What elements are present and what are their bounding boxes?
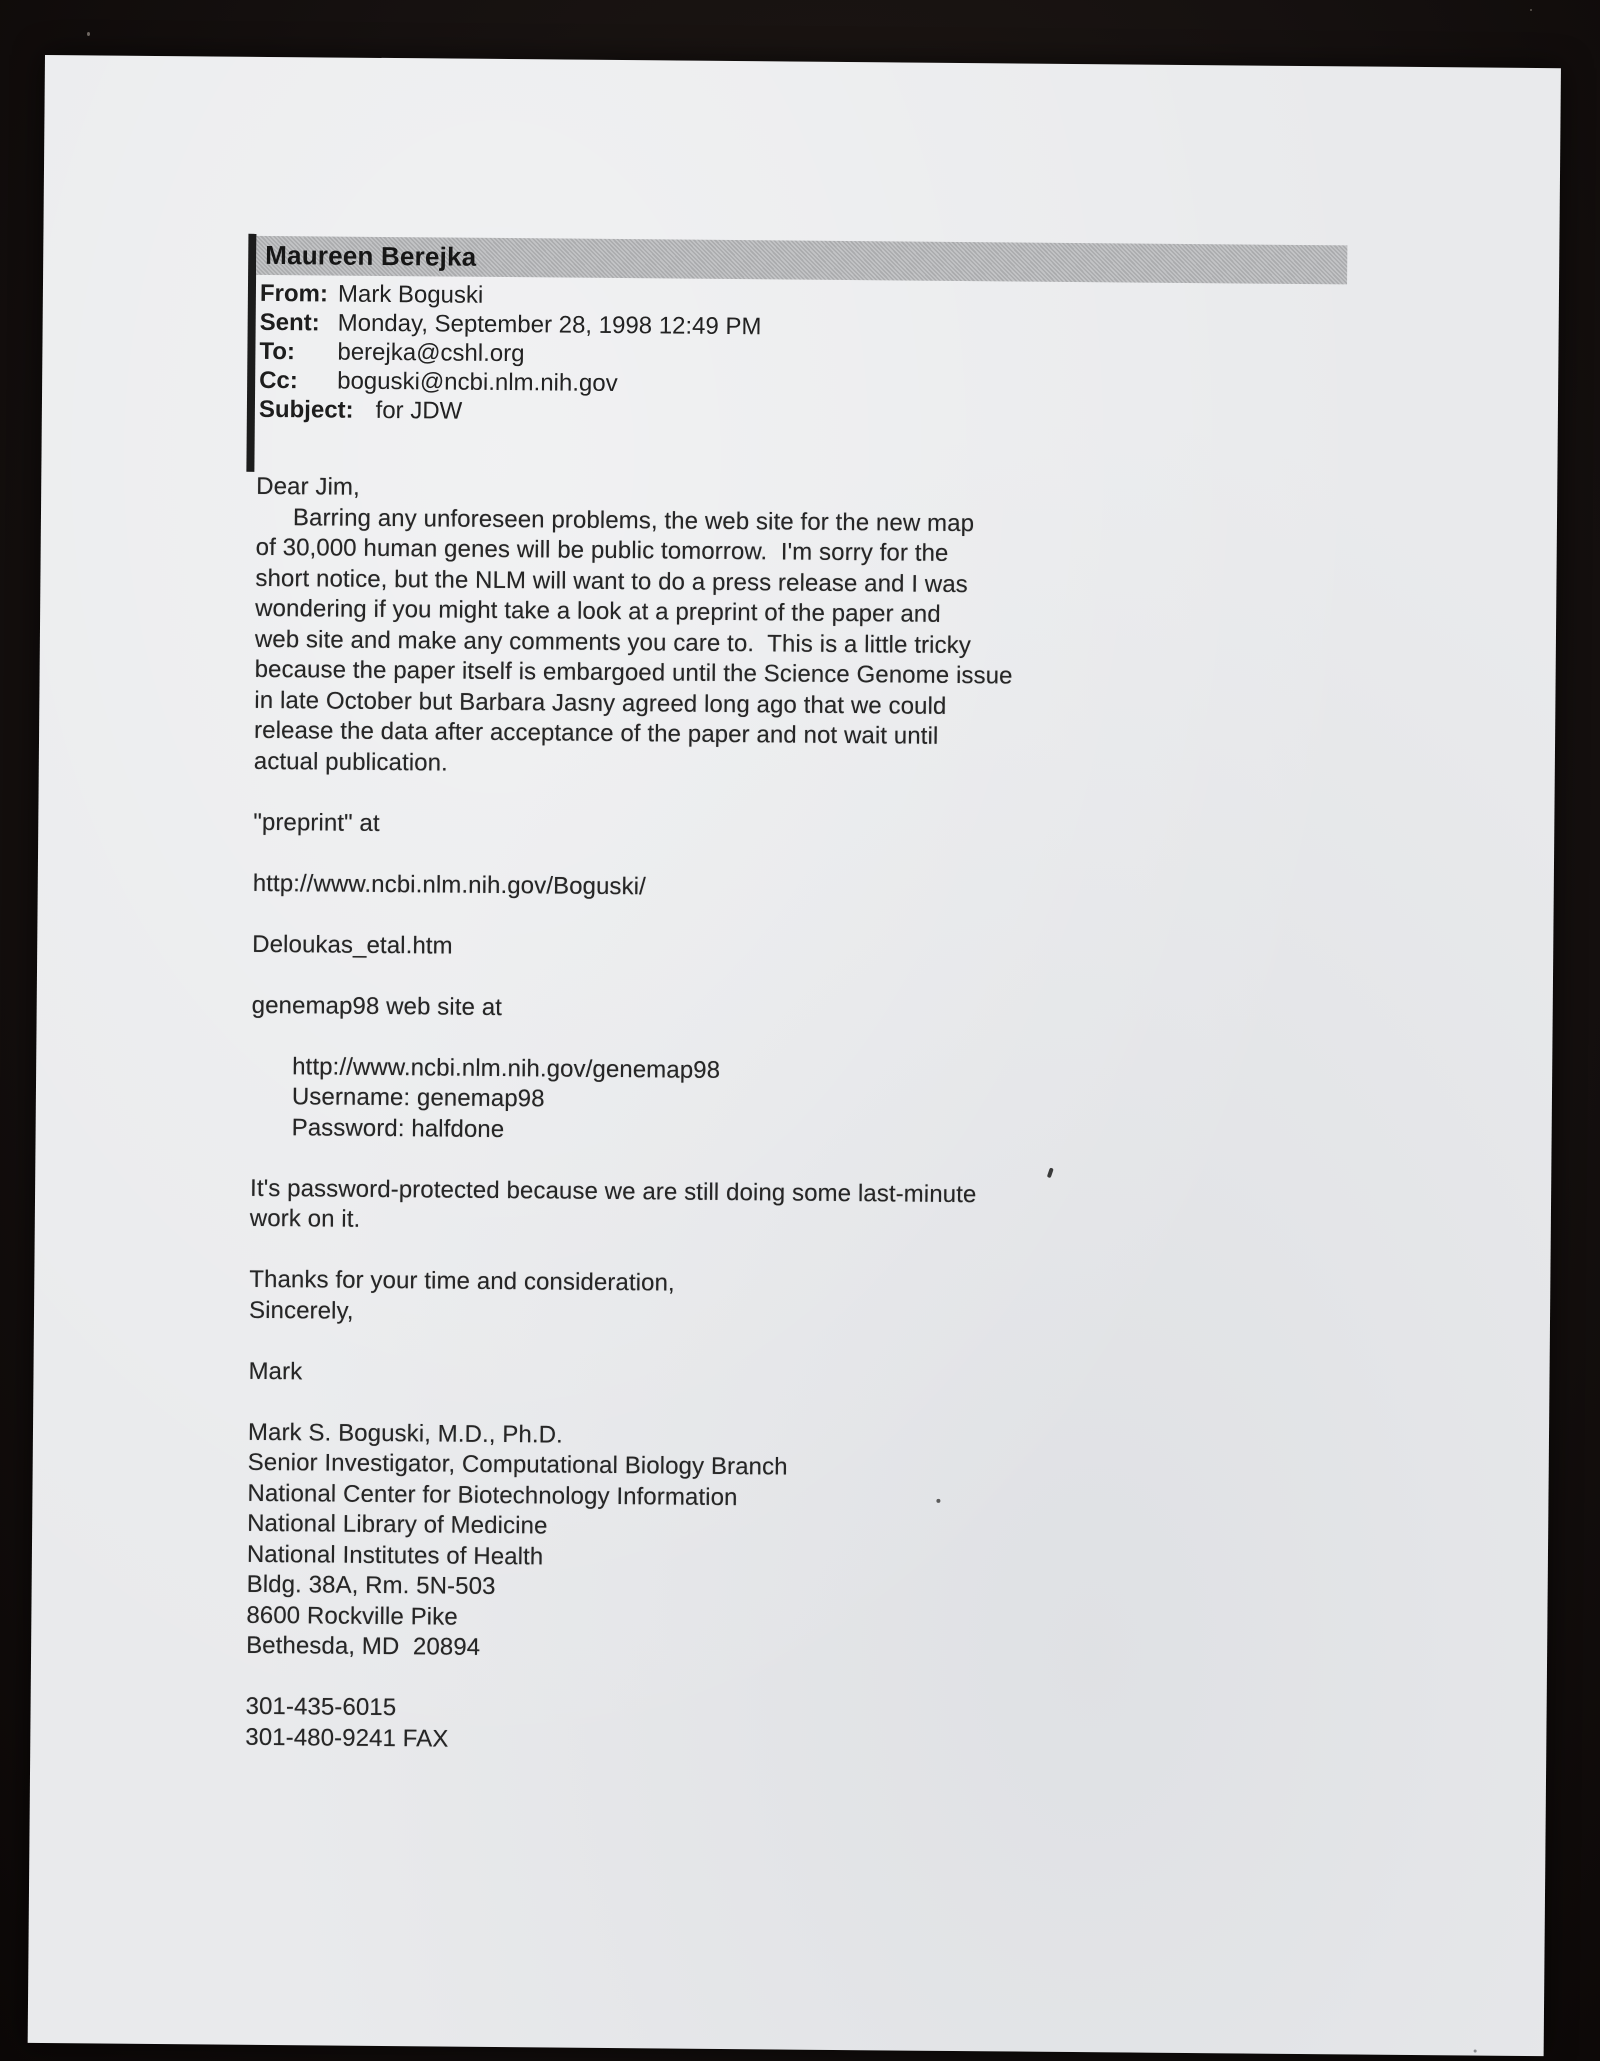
recipient-name: Maureen Berejka: [265, 239, 477, 272]
body-line: "preprint" at: [253, 808, 380, 837]
body-line: Thanks for your time and consideration,: [249, 1265, 675, 1297]
body-line: genemap98 web site at: [251, 991, 503, 1021]
signature-phone: 301-435-6015: [245, 1692, 397, 1722]
field-label: From:: [259, 279, 329, 308]
field-label: Cc:: [259, 366, 298, 395]
body-line: Barring any unforeseen problems, the web site for the new map: [292, 503, 975, 537]
signature-org: National Center for Biotechnology Information: [247, 1479, 738, 1511]
signature-title: Senior Investigator, Computational Biology Branch: [247, 1448, 788, 1481]
body-line: short notice, but the NLM will want to do a press release and I was: [255, 564, 968, 598]
body-line: in late October but Barbara Jasny agreed long ago that we could: [254, 686, 947, 720]
body-line: Sincerely,: [248, 1296, 354, 1325]
scan-artifact: [87, 32, 90, 36]
field-label: To:: [259, 337, 296, 366]
signature-org: National Institutes of Health: [246, 1540, 544, 1570]
signature-address: Bldg. 38A, Rm. 5N-503: [246, 1570, 496, 1600]
signature-org: National Library of Medicine: [247, 1509, 548, 1540]
body-line-password: Password: halfdone: [291, 1113, 505, 1143]
field-value: Monday, September 28, 1998 12:49 PM: [337, 309, 762, 341]
body-line-signoff: Mark: [248, 1357, 303, 1385]
body-line: web site and make any comments you care to. This is a little tricky: [254, 625, 971, 659]
email-header-fields: [259, 279, 1160, 432]
body-line: wondering if you might take a look at a preprint of the paper and: [255, 594, 941, 628]
body-line: work on it.: [249, 1204, 361, 1233]
header-highlight-bar: [256, 236, 1347, 285]
scan-artifact: [936, 1499, 940, 1503]
field-label: Sent:: [259, 308, 320, 337]
field-value: for JDW: [375, 396, 463, 425]
body-line: Dear Jim,: [256, 472, 360, 501]
body-line: because the paper itself is embargoed until the Science Genome issue: [254, 655, 1013, 690]
body-line: actual publication.: [253, 747, 448, 777]
body-line: Deloukas_etal.htm: [252, 930, 453, 960]
body-line: It's password-protected because we are still doing some last-minute: [250, 1174, 977, 1208]
field-label: Subject:: [258, 395, 354, 424]
signature-name: Mark S. Boguski, M.D., Ph.D.: [247, 1418, 563, 1449]
scanned-page: [28, 55, 1561, 2056]
scan-artifact: [1530, 9, 1532, 11]
body-line: release the data after acceptance of the paper and not wait until: [253, 716, 939, 750]
body-line-preprint-url: http://www.ncbi.nlm.nih.gov/Boguski/: [252, 869, 647, 900]
body-line-username: Username: genemap98: [291, 1083, 545, 1113]
field-value: boguski@ncbi.nlm.nih.gov: [337, 367, 618, 398]
signature-address: Bethesda, MD 20894: [246, 1631, 481, 1661]
header-left-rule: [246, 234, 256, 472]
body-line: of 30,000 human genes will be public tomorrow. I'm sorry for the: [255, 533, 949, 567]
signature-fax: 301-480-9241 FAX: [245, 1723, 449, 1753]
signature-address: 8600 Rockville Pike: [246, 1601, 458, 1631]
body-line-genemap-url: http://www.ncbi.nlm.nih.gov/genemap98: [292, 1052, 721, 1084]
email-body: [245, 472, 1156, 1761]
field-value: Mark Boguski: [337, 280, 484, 309]
field-value: berejka@cshl.org: [337, 338, 525, 368]
scan-artifact: [1474, 2050, 1477, 2053]
